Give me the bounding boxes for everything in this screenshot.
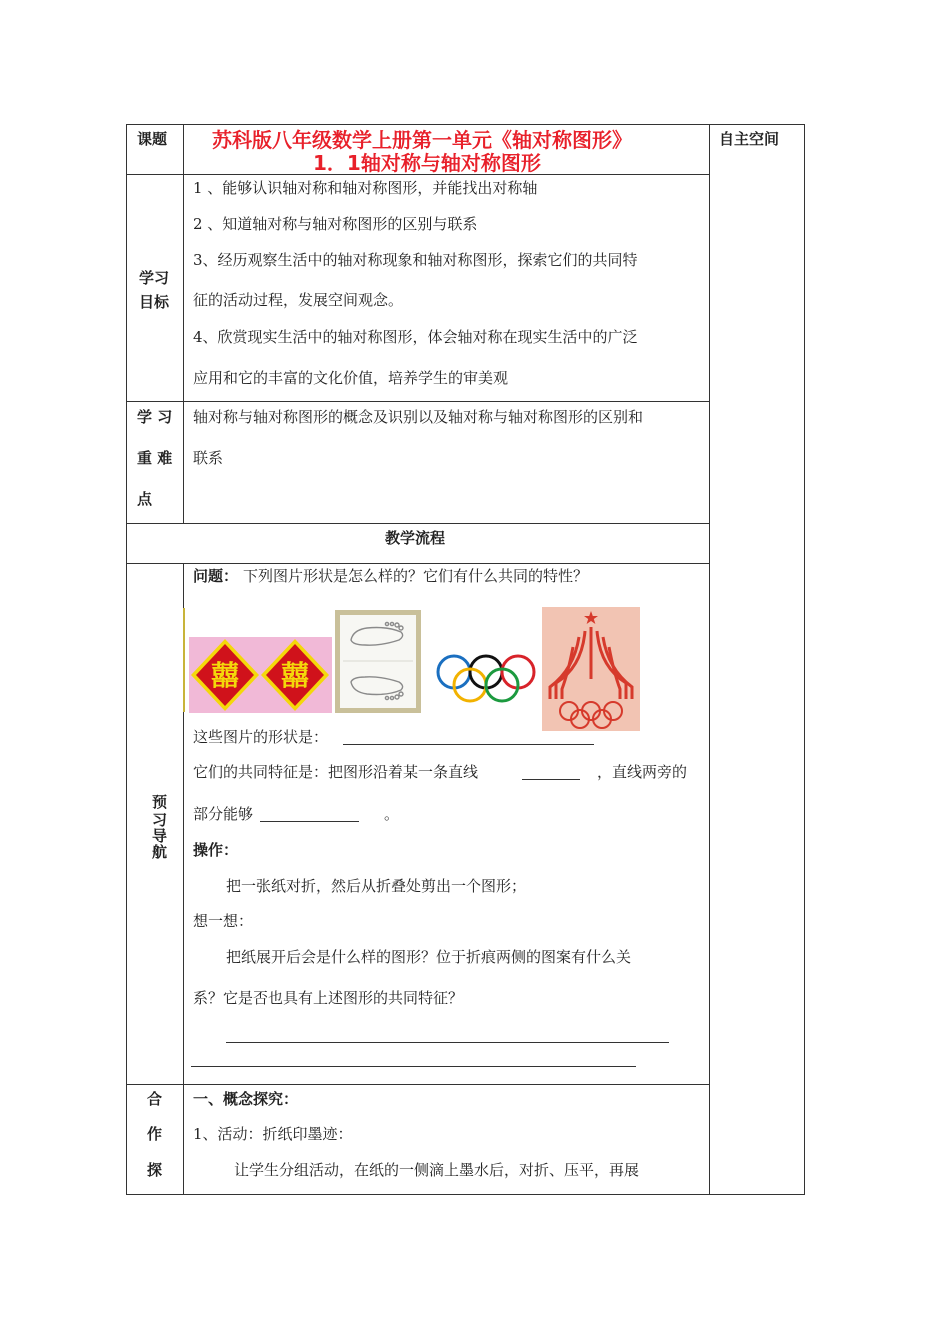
preview-label-char: 导: [152, 827, 168, 845]
feature-text-d: 。: [384, 805, 400, 823]
objective-item: 3、经历观察生活中的轴对称现象和轴对称图形，探索它们的共同特: [193, 251, 638, 269]
coop-label-char: 合: [147, 1090, 163, 1108]
objective-item: 2 、知道轴对称与轴对称图形的区别与联系: [193, 215, 478, 233]
col-divider-upper: [183, 124, 184, 524]
coop-section-title: 一、概念探究：: [193, 1090, 299, 1108]
side-column-label: 自主空间: [719, 130, 780, 148]
double-happiness-image: [189, 637, 332, 713]
preview-label-char: 预: [152, 793, 168, 811]
row-divider-difficulties: [126, 523, 709, 524]
objective-item: 4、欣赏现实生活中的轴对称图形，体会轴对称在现实生活中的广泛: [193, 328, 638, 346]
table-border-bottom: [126, 1194, 805, 1195]
page-title: 苏科版八年级数学上册第一单元《轴对称图形》: [212, 128, 632, 152]
think-text: 把纸展开后会是什么样的图形？位于折痕两侧的图案有什么关: [226, 948, 632, 966]
coop-activity: 1、活动：折纸印墨迹：: [193, 1125, 353, 1143]
coop-activity-text: 让学生分组活动，在纸的一侧滴上墨水后，对折、压平，再展: [234, 1161, 640, 1179]
coop-label-char: 作: [147, 1125, 163, 1143]
xi-glyph: 囍: [210, 659, 240, 692]
preview-label-char: 航: [152, 843, 168, 861]
feature-text-b: ，直线两旁的: [597, 763, 688, 781]
xi-glyph: 囍: [280, 659, 310, 692]
flow-heading: 教学流程: [385, 529, 446, 547]
think-label: 想一想：: [193, 912, 254, 930]
image-edge-mark: [183, 608, 185, 712]
coop-label-char: 探: [147, 1161, 163, 1179]
difficulties-text: 联系: [193, 449, 224, 467]
question-label: 问题：: [193, 567, 239, 585]
olympic-rings-image: [434, 652, 538, 704]
operation-text: 把一张纸对折，然后从折叠处剪出一个图形；: [226, 877, 527, 895]
difficulties-text: 轴对称与轴对称图形的概念及识别以及轴对称与轴对称图形的区别和: [193, 408, 644, 426]
topic-label: 课题: [137, 130, 168, 148]
think-answer-blank-2[interactable]: [191, 1066, 636, 1067]
difficulties-label-1: 学 习: [137, 408, 173, 426]
row-divider-preview: [126, 1084, 709, 1085]
footprints-image: [335, 610, 421, 713]
feature-blank-1[interactable]: [522, 779, 580, 780]
col-divider-side: [709, 124, 710, 1195]
feature-blank-2[interactable]: [260, 821, 359, 822]
operation-label: 操作：: [193, 841, 239, 859]
objective-item: 征的活动过程，发展空间观念。: [193, 291, 404, 309]
objective-item: 应用和它的丰富的文化价值，培养学生的审美观: [193, 369, 509, 387]
table-border-left: [126, 124, 127, 1195]
objective-item: 1 、能够认识轴对称和轴对称图形，并能找出对称轴: [193, 179, 538, 197]
row-divider-flow: [126, 563, 709, 564]
feature-text-a: 它们的共同特征是：把图形沿着某一条直线: [193, 763, 479, 781]
difficulties-label-2: 重 难: [137, 449, 173, 467]
page-subtitle: 1．1轴对称与轴对称图形: [313, 151, 541, 175]
preview-label-char: 习: [152, 811, 168, 829]
shape-answer-blank[interactable]: [343, 744, 594, 745]
row-divider-objectives: [126, 401, 709, 402]
think-text: 系？它是否也具有上述图形的共同特征？: [193, 989, 464, 1007]
feature-text-c: 部分能够: [193, 805, 254, 823]
difficulties-label-3: 点: [137, 490, 153, 508]
shape-prompt: 这些图片的形状是：: [193, 728, 329, 746]
objectives-label-1: 学习: [139, 269, 170, 287]
question-text: 下列图片形状是怎么样的？它们有什么共同的特性？: [243, 567, 589, 585]
table-border-right: [804, 124, 805, 1195]
objectives-label-2: 目标: [139, 293, 170, 311]
moscow-olympics-poster-image: [542, 607, 640, 731]
think-answer-blank-1[interactable]: [226, 1042, 669, 1043]
table-border-top: [126, 124, 805, 125]
